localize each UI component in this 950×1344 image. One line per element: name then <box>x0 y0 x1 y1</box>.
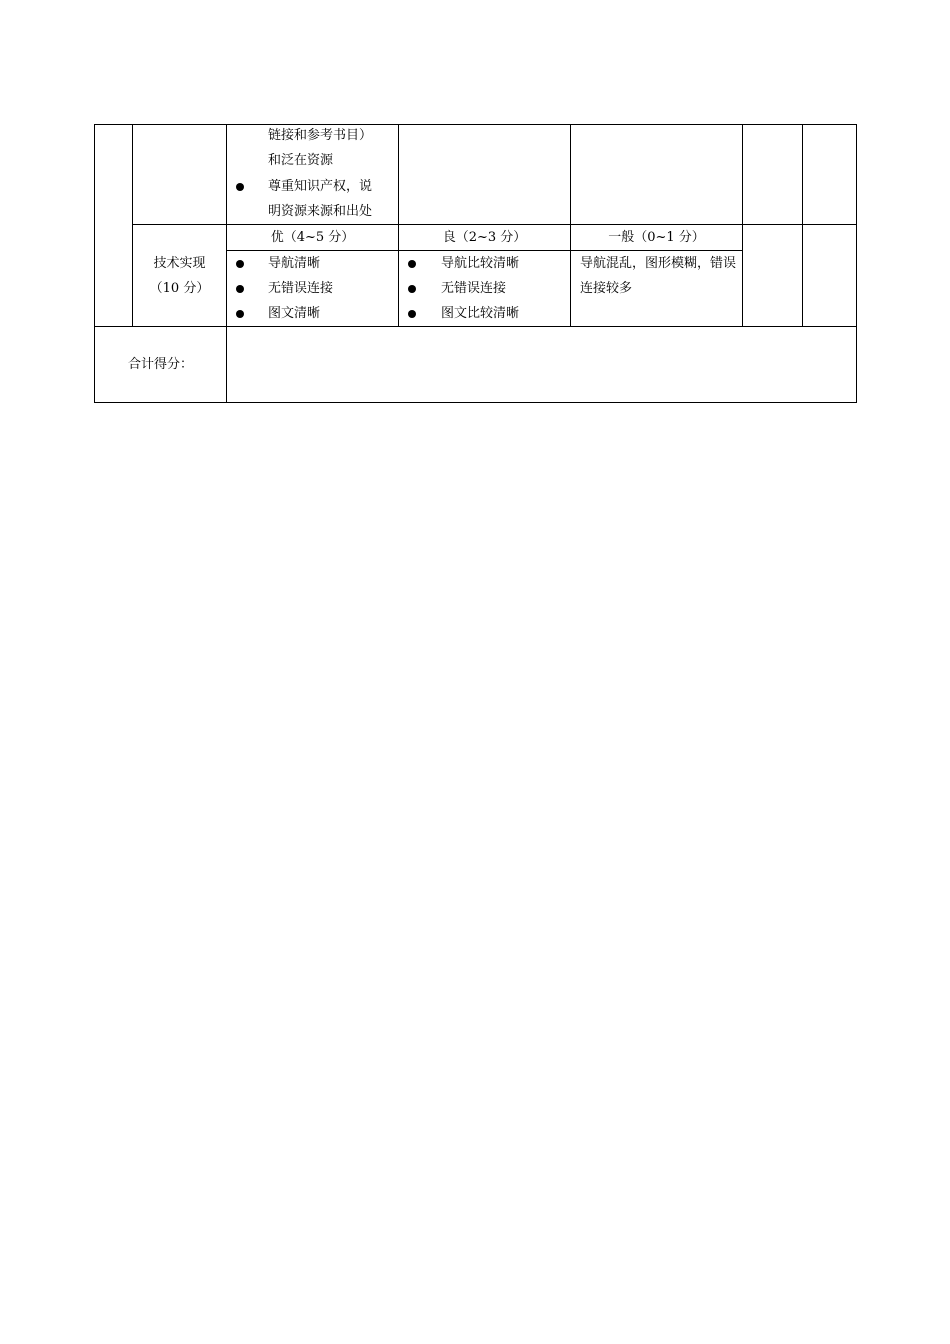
criterion-title: 技术实现 <box>153 256 206 271</box>
fair-description: 导航混乱，图形模糊，错误连接较多 <box>580 256 737 296</box>
table-bottom-border <box>94 402 857 403</box>
column-divider-5 <box>742 124 743 327</box>
column-divider-6 <box>802 124 803 327</box>
criterion-points: （10 分） <box>149 281 210 296</box>
bullet-icon <box>236 260 244 268</box>
continued-item-line-2: 和泛在资源 <box>268 153 334 168</box>
excellent-item: 无错误连接 <box>268 281 334 296</box>
bullet-icon <box>408 285 416 293</box>
excellent-item: 导航清晰 <box>268 256 321 271</box>
copyright-item-line-2: 明资源来源和出处 <box>268 204 373 219</box>
good-item: 图文比较清晰 <box>441 306 520 321</box>
bullet-icon <box>408 260 416 268</box>
copyright-item-line-1: 尊重知识产权，说 <box>268 179 373 194</box>
good-item: 无错误连接 <box>441 281 507 296</box>
table-right-border <box>856 124 857 403</box>
bullet-icon <box>236 285 244 293</box>
good-item: 导航比较清晰 <box>441 256 520 271</box>
grade-fair-header: 一般（0~1 分） <box>608 230 705 245</box>
grade-good-header: 良（2~3 分） <box>442 230 527 245</box>
continued-item-line-1: 链接和参考书目） <box>268 128 373 143</box>
excellent-item: 图文清晰 <box>268 306 321 321</box>
bullet-icon <box>236 183 244 191</box>
total-score-label: 合计得分： <box>127 357 193 372</box>
bullet-icon <box>408 310 416 318</box>
total-score-value-cell[interactable] <box>227 327 856 402</box>
grade-excellent-header: 优（4~5 分） <box>270 230 355 245</box>
bullet-icon <box>236 310 244 318</box>
